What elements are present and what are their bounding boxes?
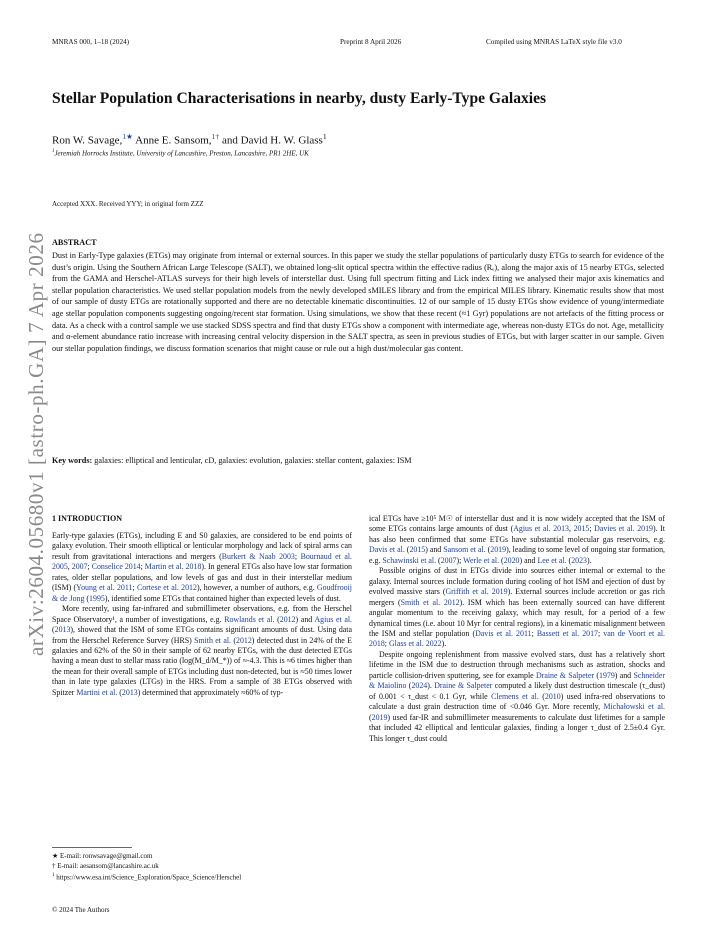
- affiliation: [52, 149, 309, 157]
- citation-link[interactable]: Agius et al. 2013: [513, 524, 569, 534]
- text-run: (: [485, 545, 491, 555]
- citation-link[interactable]: Glass et al. 2022: [388, 639, 442, 649]
- keywords-label: Key words:: [52, 456, 93, 465]
- text-run: ), identified some ETGs that contained higher than expected levels of dust.: [104, 593, 341, 603]
- running-header-preprint: Preprint 8 April 2026: [340, 38, 402, 46]
- text-run: ;: [140, 562, 145, 572]
- citation-link[interactable]: Rowlands et al.: [224, 614, 275, 624]
- citation-link[interactable]: 2023: [571, 555, 587, 565]
- text-run: ), however, a number of authors, e.g.: [196, 583, 317, 593]
- text-run: Possible origins of dust in ETGs divide into sources either internal or external to the galaxy. Internal sources include formation during cooling of hot ISM and ejection of dust by evolved massive stars (: [369, 566, 665, 597]
- paragraph: [369, 650, 665, 744]
- text-run: (: [274, 614, 280, 624]
- citation-link[interactable]: 2010: [544, 691, 561, 701]
- citation-link[interactable]: Burkert & Naab 2003: [221, 551, 295, 561]
- citation-link[interactable]: Griffith et al. 2019: [445, 587, 508, 597]
- citation-link[interactable]: van de Voort et al. 2018: [369, 628, 665, 649]
- affiliation-text: Jeremiah Horrocks Institute, University of Lancashire, Preston, Lancashire, PR1 2HE, UK: [54, 149, 309, 158]
- text-run: ). In general ETGs also have low star formation rates, older stellar populations, and low levels of gas and dust in their interstellar medium (ISM) (: [52, 562, 353, 593]
- author-name: and David H. W. Glass: [219, 134, 323, 147]
- running-header-compiled: Compiled using MNRAS LaTeX style file v3.0: [486, 38, 622, 46]
- citation-link[interactable]: Sansom et al.: [443, 545, 486, 555]
- citation-link[interactable]: Davies et al. 2019: [594, 524, 653, 534]
- running-header-journal: MNRAS 000, 1–18 (2024): [52, 38, 130, 46]
- affiliation-mark: 1: [52, 149, 55, 154]
- citation-link[interactable]: Agius et al.: [314, 614, 352, 624]
- arxiv-stamp: [4, 232, 48, 656]
- citation-link[interactable]: Young et al. 2011: [76, 583, 133, 593]
- text-run: ) and: [295, 614, 315, 624]
- citation-link[interactable]: Goudfrooij & de Jong: [52, 583, 352, 603]
- citation-link[interactable]: 2012: [236, 635, 252, 645]
- citation-link[interactable]: Davis et al. 2011: [475, 628, 532, 638]
- footnote-text: E-mail: aesansom@lancashire.ac.uk: [55, 861, 159, 870]
- text-run: ). It has also been confirmed that some ETGs have substantial molecular gas reservoirs, e.g.: [369, 524, 665, 544]
- footnote-mark: †: [52, 861, 56, 870]
- text-run: (: [52, 625, 55, 635]
- text-run: (: [369, 712, 372, 722]
- author-list: [52, 132, 327, 147]
- text-run: (: [117, 687, 122, 697]
- text-run: ;: [597, 628, 604, 638]
- section-heading: 1 INTRODUCTION: [52, 514, 123, 523]
- text-run: ) detected dust in 24% of the E galaxies and 62% of the S0 in their sample of 62 nearby ETGs, with the dust detected ETGs having a mean dust to stellar mass ratio (log(M_d/M_*)) of ≈-4.3. This is ≈6 times higher than the mean for their overall sample of ETGs including dust non-detected, but is ≈50 times lower than in late type galaxies (LTGs) in the HRS. From a sample of 38 ETGs observed with Spitzer: [52, 635, 352, 697]
- text-run: (: [594, 670, 600, 680]
- abstract-text: Dust in Early-Type galaxies (ETGs) may originate from internal or external sources. In this paper we study the stellar populations of particularly dusty ETGs to search for evidence of the dust’s origin. Using the Southern African Large Telescope (SALT), we obtained long-slit optical spectra within the effective radius (Rₑ), along the major axis of 15 nearby ETGs, selected from the GAMA and Herschel-ATLAS surveys for their high levels of interstellar dust. Using full spectrum fitting and Lick index fitting we analysed their major axis kinematics and stellar population characteristics. We used stellar population models from the newly developed sMILES library and from the empirical MILES library. Kinematic results show that most of our sample of dusty ETGs are rotationally supported and there are no detectable kinematic discontinuities. 12 of our sample of 15 dusty ETGs show evidence of young/intermediate age stellar population components suggesting ongoing/recent star formation. Using simulations, we show that these recent (≈1 Gyr) populations are not artefacts of the fitting process or data. As a check with a control sample we use stacked SDSS spectra and find that dusty ETGs show a component with intermediate age, whereas non-dusty ETGs do not. Age, metallicity and α-element abundance ratio increase with increasing central velocity dispersion in the SALT spectra, as seen in previous studies of ETGs, but with larger scatter in our sample. Given our stellar population findings, we discuss formation scenarios that might cause or rule out a high dust/molecular gas content.: [52, 251, 664, 353]
- text-run: (: [406, 681, 412, 691]
- author-affiliation-mark[interactable]: 1★: [122, 132, 134, 141]
- paragraph: [52, 604, 352, 698]
- left-column: [52, 531, 352, 698]
- text-run: ;: [531, 628, 537, 638]
- footnote-url: [52, 871, 352, 883]
- citation-link[interactable]: 2007: [71, 562, 88, 572]
- text-run: (: [404, 545, 410, 555]
- text-run: ), showed that the ISM of some ETGs contains significant amounts of dust. Using data from the Herschel Reference Survey (HRS): [52, 625, 352, 645]
- footnote-mark: 1: [52, 873, 55, 879]
- text-run: ;: [87, 562, 92, 572]
- paragraph: [52, 531, 352, 604]
- text-run: (: [231, 635, 237, 645]
- paragraph: [369, 514, 665, 566]
- text-run: ). ISM which has been externally sourced can have different angular momentum to the receiving galaxy, which may result, for a period of a few dynamical times (i.e. about 10 Myr for central regions), in a kinematic misalignment between the ISM and stellar population (: [369, 597, 665, 638]
- text-run: ;: [589, 524, 595, 534]
- right-column: [369, 514, 665, 744]
- text-run: ).: [586, 555, 592, 565]
- citation-link[interactable]: 1995: [89, 593, 105, 603]
- citation-link[interactable]: Draine & Salpeter: [434, 681, 493, 691]
- text-run: ) determined that approximately ≈60% of typ-: [137, 687, 284, 697]
- text-run: ), leading to some level of ongoing star formation, e.g.: [369, 545, 666, 565]
- text-run: ). External sources include accretion or gas rich mergers (: [369, 587, 665, 607]
- citation-link[interactable]: 2024: [411, 681, 428, 691]
- citation-link[interactable]: Smith et al. 2012: [400, 597, 460, 607]
- copyright: © 2024 The Authors: [52, 906, 110, 914]
- text-run: Despite ongoing replenishment from massive evolved stars, dust has a relatively short lifetime in the ISM due to destruction through mechanisms such as astration, shocks and particle collision-driven sputtering, see for example: [369, 649, 665, 680]
- author-affiliation-mark[interactable]: 1†: [211, 132, 220, 141]
- text-run: ;: [384, 639, 389, 649]
- text-run: ) and: [425, 545, 444, 555]
- author-affiliation-mark: 1: [322, 132, 327, 141]
- citation-link[interactable]: 2013: [121, 687, 138, 697]
- citation-link[interactable]: Bassett et al. 2017: [536, 628, 598, 638]
- text-run: );: [456, 555, 464, 565]
- author-name: Anne E. Sansom,: [133, 134, 212, 147]
- paper-title: Stellar Population Characterisations in nearby, dusty Early-Type Galaxies: [52, 90, 547, 107]
- citation-link[interactable]: 2015: [409, 545, 426, 555]
- citation-link[interactable]: Bournaud et al. 2005: [52, 551, 353, 572]
- citation-link[interactable]: Conselice 2014: [91, 562, 141, 572]
- citation-link[interactable]: Michałowski et al.: [603, 702, 666, 712]
- keywords-text: galaxies: elliptical and lenticular, cD, galaxies: evolution, galaxies: stellar content, galaxies: ISM: [92, 456, 412, 465]
- citation-link[interactable]: 2019: [490, 545, 507, 555]
- author-name: Ron W. Savage,: [52, 134, 123, 147]
- text-run: ;: [132, 583, 137, 593]
- text-run: ) used infra-red observations to calculate a dust grain destruction time of <0.046 Gyr. More recently,: [369, 691, 666, 712]
- text-run: ,: [569, 524, 574, 534]
- citation-link[interactable]: 2007: [440, 555, 457, 565]
- text-run: ).: [427, 681, 435, 691]
- citation-link[interactable]: 2013: [54, 625, 71, 635]
- citation-link[interactable]: Martin et al. 2018: [144, 562, 202, 572]
- text-run: (: [566, 555, 572, 565]
- text-run: More recently, using far-infrared and submillimeter observations, e.g. from the Herschel Space Observatory¹, a number of investigations, e.g.: [52, 604, 352, 624]
- text-run: ;: [294, 551, 301, 561]
- citation-link[interactable]: Smith et al.: [194, 635, 232, 645]
- text-run: Early-type galaxies (ETGs), including E and S0 galaxies, are considered to be end points of galaxy evolution. Their smooth elliptical or lenticular morphology and lack of spiral arms can result from gravitational interactions and mergers (: [52, 531, 352, 561]
- paragraph: [369, 566, 665, 650]
- text-run: ,: [67, 562, 72, 572]
- text-run: ).: [441, 639, 447, 649]
- citation-link[interactable]: Schawinski et al.: [382, 555, 437, 565]
- footnote-email-1: [52, 852, 352, 862]
- arxiv-stamp-text: arXiv:2604.05680v1 [astro-ph.GA] 7 Apr 2026: [24, 232, 48, 656]
- text-run: ical ETGs have ≥10⁵ M☉ of interstellar dust and it is now widely accepted that the ISM of some ETGs contains large amounts of dust (: [369, 514, 665, 534]
- footnote-divider: [52, 847, 132, 848]
- citation-link[interactable]: 2012: [279, 614, 296, 624]
- text-run: ) and: [519, 555, 538, 565]
- citation-link[interactable]: 2019: [371, 712, 388, 722]
- text-run: (: [538, 691, 545, 701]
- citation-link[interactable]: 1979: [599, 670, 615, 680]
- text-run: (: [499, 555, 504, 565]
- footnote-mark: ★: [52, 852, 59, 860]
- footnotes: [52, 852, 352, 883]
- footnote-text: E-mail: ronwsavage@gmail.com: [58, 852, 153, 860]
- text-run: (: [84, 593, 90, 603]
- text-run: ) used far-IR and submillimeter measurements to calculate dust lifetimes for a sample that included 42 elliptical and lenticular galaxies, finding a longer τ_dust of 2.5±0.4 Gyr. This longer τ_dust could: [369, 712, 665, 743]
- citation-link[interactable]: Martini et al.: [76, 687, 118, 697]
- text-run: (: [436, 555, 441, 565]
- citation-link[interactable]: Draine & Salpeter: [536, 670, 595, 680]
- text-run: ) and: [614, 670, 634, 680]
- citation-link[interactable]: Cortese et al. 2012: [136, 583, 197, 593]
- abstract-heading: ABSTRACT: [52, 238, 97, 247]
- footnote-email-2: [52, 862, 352, 872]
- accepted-line: Accepted XXX. Received YYY; in original form ZZZ: [52, 200, 204, 208]
- citation-link[interactable]: Lee et al.: [537, 555, 567, 565]
- citation-link[interactable]: Schneider & Maiolino: [369, 670, 665, 691]
- citation-link[interactable]: Clemens et al.: [491, 691, 539, 701]
- citation-link[interactable]: 2020: [503, 555, 520, 565]
- citation-link[interactable]: Werle et al.: [463, 555, 500, 565]
- citation-link[interactable]: Davis et al.: [369, 545, 405, 555]
- keywords: [52, 456, 664, 465]
- footnote-text: https://www.esa.int/Science_Exploration/Space_Science/Herschel: [54, 873, 242, 882]
- text-run: computed a likely dust destruction timescale (τ_dust) of 0.001 < τ_dust < 0.1 Gyr, while: [369, 681, 666, 701]
- citation-link[interactable]: 2015: [573, 524, 590, 534]
